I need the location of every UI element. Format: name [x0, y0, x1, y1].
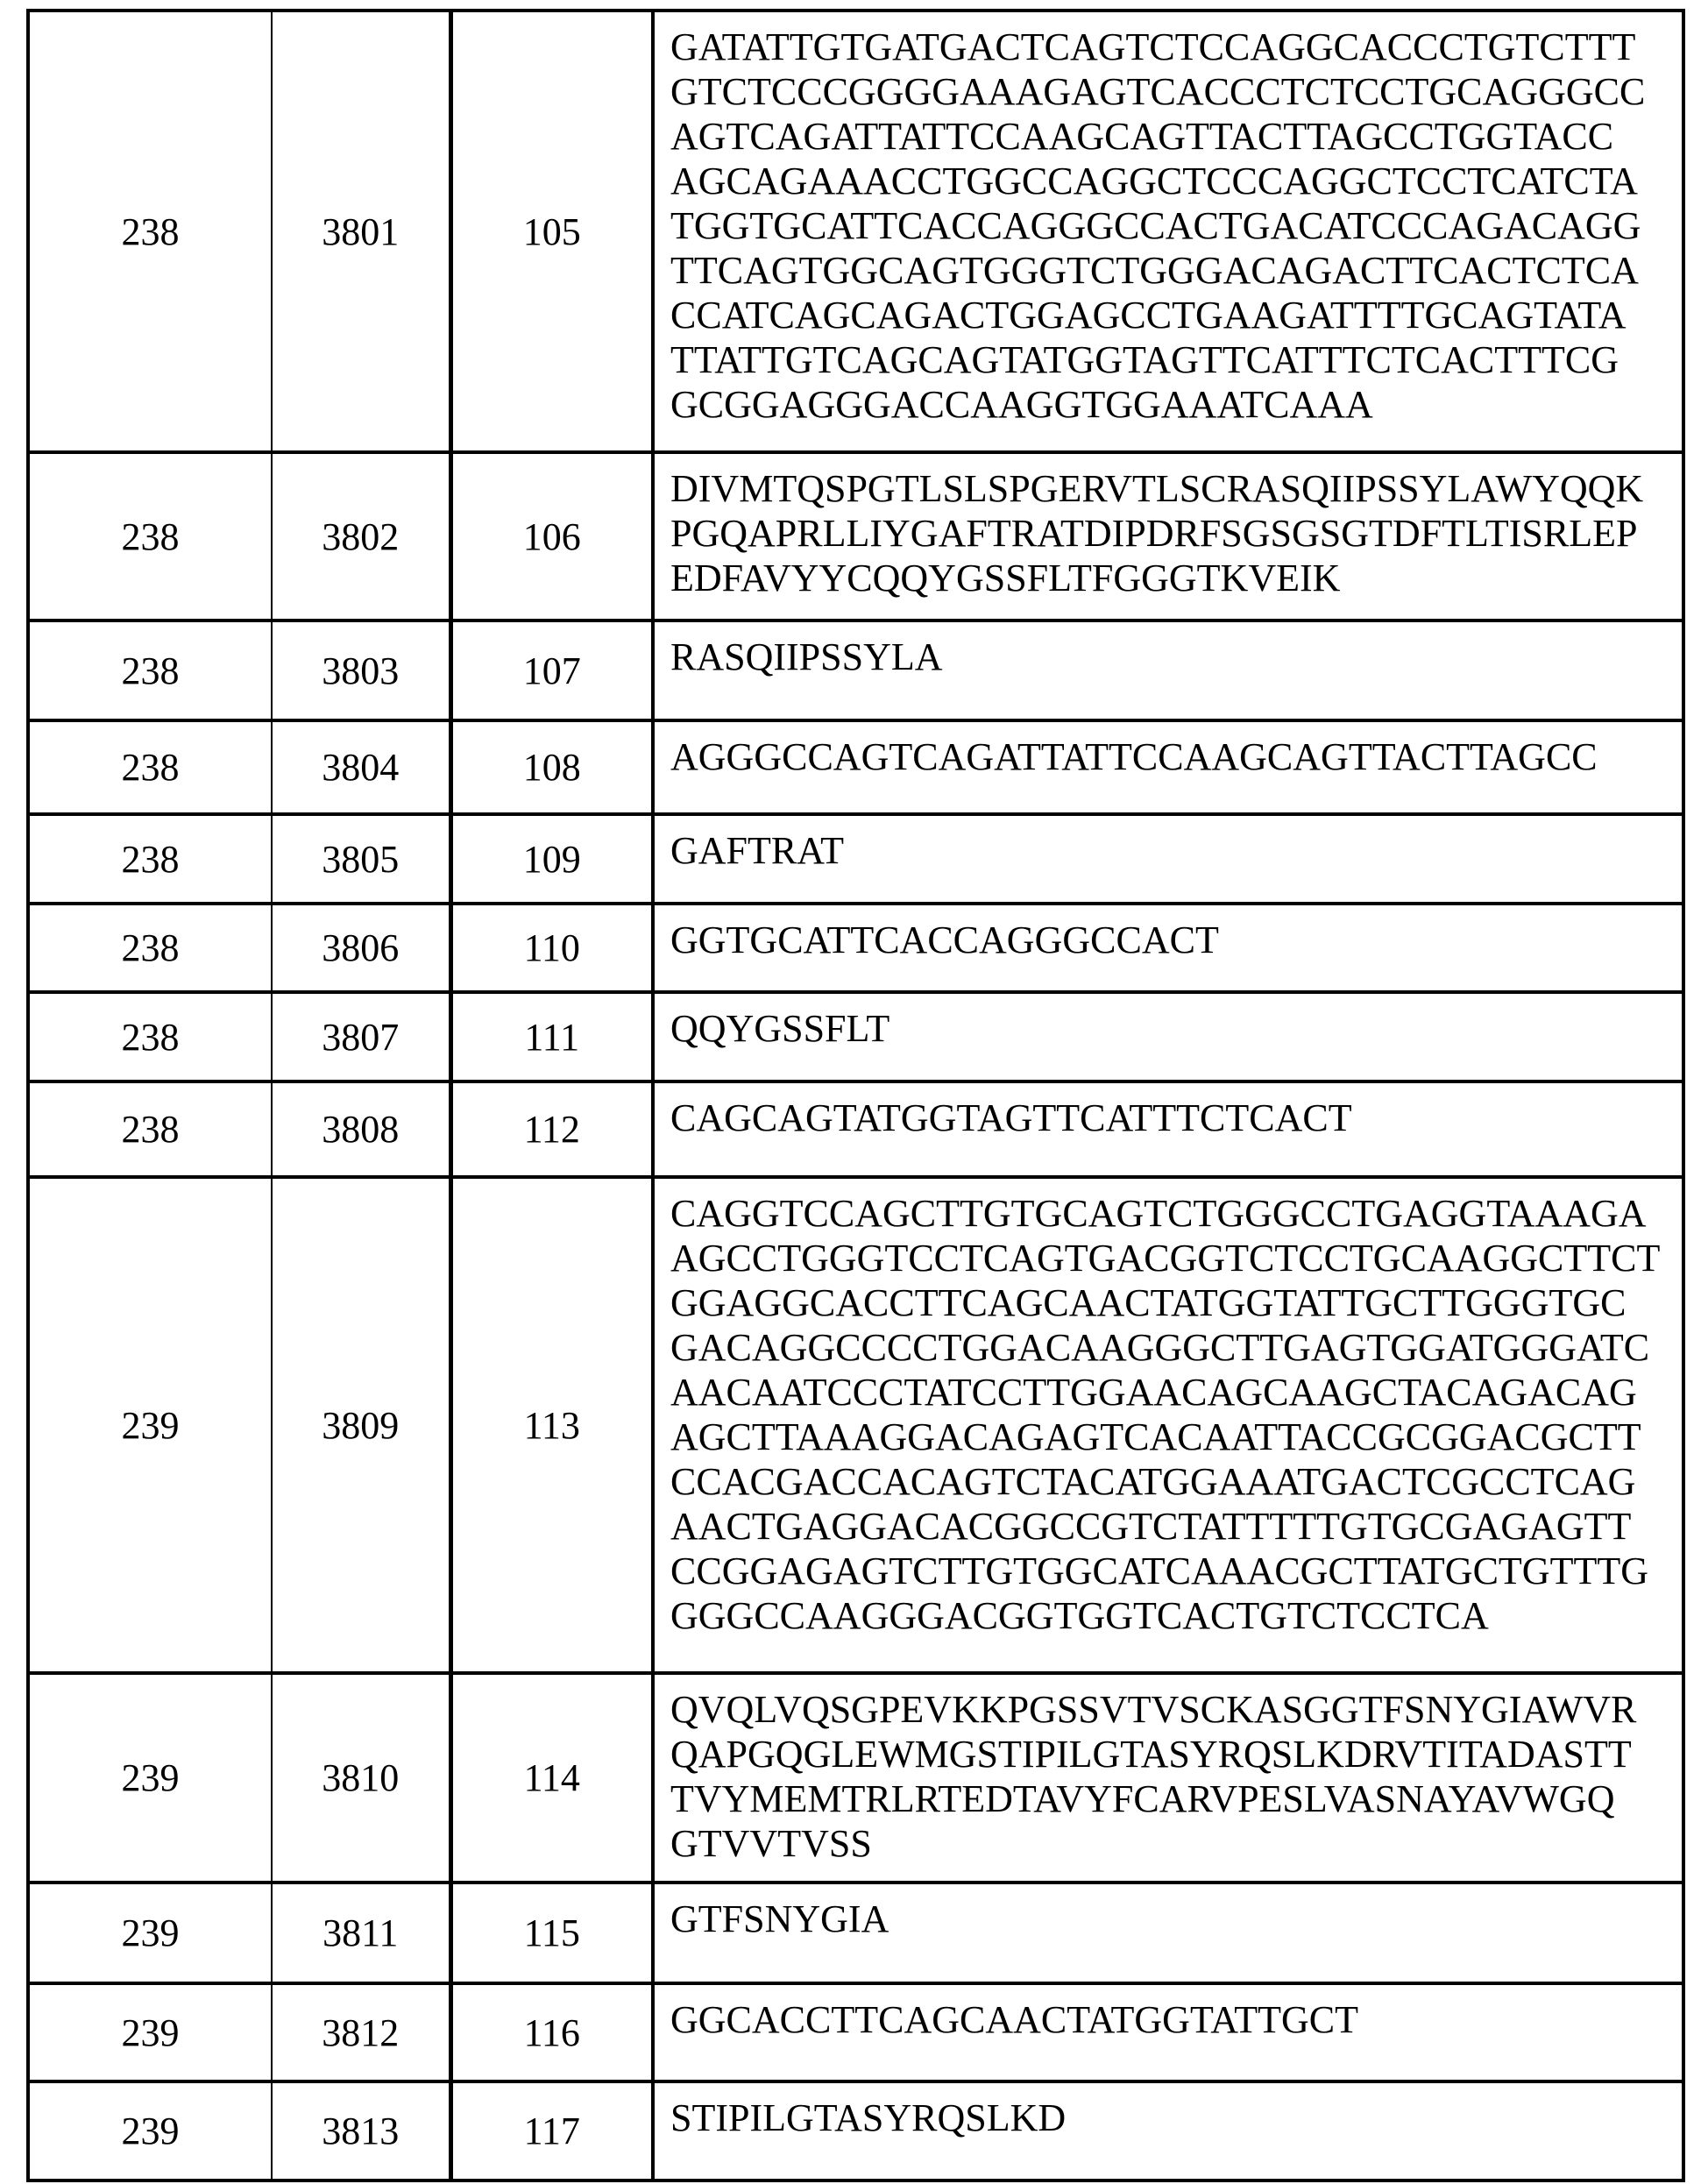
- table-row: [28, 1081, 1683, 1177]
- entry-number-cell: 3808: [272, 1081, 450, 1177]
- sequence-line: STIPILGTASYRQSLKD: [670, 2096, 1067, 2139]
- entry-number-cell: 3807: [272, 992, 450, 1081]
- sequence-line: TTATTGTCAGCAGTATGGTAGTTCATTTCTCACTTTCG: [670, 338, 1619, 381]
- sequence-cell: [653, 11, 1683, 452]
- page-number-cell: 238: [28, 620, 272, 720]
- sequence-line: AACAATCCCTATCCTTGGAACAGCAAGCTACAGACAG: [670, 1371, 1637, 1414]
- sequence-line: GACAGGCCCCTGGACAAGGGCTTGAGTGGATGGGATC: [670, 1326, 1650, 1369]
- sequence-cell: [653, 2081, 1683, 2180]
- seq-id-no-cell: 108: [450, 720, 653, 814]
- entry-number-cell: 3810: [272, 1673, 450, 1883]
- sequence-line: GGAGGCACCTTCAGCAACTATGGTATTGCTTGGGTGC: [670, 1281, 1626, 1324]
- seq-id-no-cell: 107: [450, 620, 653, 720]
- entry-number-cell: 3806: [272, 904, 450, 992]
- page-number-cell: 239: [28, 1177, 272, 1673]
- sequence-line: DIVMTQSPGTLSLSPGERVTLSCRASQIIPSSYLAWYQQK: [670, 467, 1644, 510]
- page-number-cell: 238: [28, 1081, 272, 1177]
- entry-number-cell: 3811: [272, 1883, 450, 1983]
- seq-id-no-cell: 109: [450, 814, 653, 904]
- sequence-cell: [653, 620, 1683, 720]
- page-number-cell: 238: [28, 720, 272, 814]
- table-row: [28, 720, 1683, 814]
- entry-number-cell: 3802: [272, 452, 450, 620]
- page-number-cell: 238: [28, 992, 272, 1081]
- table-row: [28, 1983, 1683, 2081]
- entry-number-cell: 3809: [272, 1177, 450, 1673]
- seq-id-no-cell: 116: [450, 1983, 653, 2081]
- table-row: [28, 1177, 1683, 1673]
- sequence-line: GGGCCAAGGGACGGTGGTCACTGTCTCCTCA: [670, 1594, 1489, 1637]
- sequence-line: QAPGQGLEWMGSTIPILGTASYRQSLKDRVTITADASTT: [670, 1733, 1632, 1776]
- sequence-line: GTCTCCCGGGGAAAGAGTCACCCTCTCCTGCAGGGCC: [670, 70, 1646, 113]
- table-row: [28, 11, 1683, 452]
- page-number-cell: 238: [28, 11, 272, 452]
- sequence-line: CCATCAGCAGACTGGAGCCTGAAGATTTTGCAGTATA: [670, 294, 1626, 337]
- sequence-line: GTFSNYGIA: [670, 1897, 889, 1940]
- sequence-line: GGTGCATTCACCAGGGCCACT: [670, 918, 1219, 961]
- sequence-cell: [653, 904, 1683, 992]
- table-row: [28, 452, 1683, 620]
- sequence-line: AGCCTGGGTCCTCAGTGACGGTCTCCTGCAAGGCTTCT: [670, 1237, 1661, 1280]
- sequence-line: AGGGCCAGTCAGATTATTCCAAGCAGTTACTTAGCC: [670, 735, 1598, 778]
- table-row: [28, 1673, 1683, 1883]
- page-number-cell: 238: [28, 452, 272, 620]
- sequence-cell: [653, 452, 1683, 620]
- sequence-line: EDFAVYYCQQYGSSFLTFGGGTKVEIK: [670, 557, 1341, 599]
- seq-id-no-cell: 106: [450, 452, 653, 620]
- sequence-cell: [653, 1177, 1683, 1673]
- sequence-line: PGQAPRLLIYGAFTRATDIPDRFSGSGSGTDFTLTISRLEP: [670, 512, 1638, 555]
- sequence-line: GTVVTVSS: [670, 1822, 872, 1865]
- sequence-cell: [653, 1673, 1683, 1883]
- sequence-cell: [653, 814, 1683, 904]
- page-number-cell: 239: [28, 1983, 272, 2081]
- seq-id-no-cell: 117: [450, 2081, 653, 2180]
- entry-number-cell: 3805: [272, 814, 450, 904]
- sequence-line: GAFTRAT: [670, 829, 845, 872]
- seq-id-no-cell: 111: [450, 992, 653, 1081]
- sequence-line: AGCAGAAACCTGGCCAGGCTCCCAGGCTCCTCATCTA: [670, 160, 1638, 202]
- entry-number-cell: 3812: [272, 1983, 450, 2081]
- entry-number-cell: 3813: [272, 2081, 450, 2180]
- sequence-line: AGTCAGATTATTCCAAGCAGTTACTTAGCCTGGTACC: [670, 115, 1614, 158]
- table-row: [28, 814, 1683, 904]
- sequence-line: CCACGACCACAGTCTACATGGAAATGACTCGCCTCAG: [670, 1460, 1636, 1503]
- table-row: [28, 620, 1683, 720]
- sequence-line: CCGGAGAGTCTTGTGGCATCAAACGCTTATGCTGTTTG: [670, 1549, 1648, 1592]
- sequence-line: GCGGAGGGACCAAGGTGGAAATCAAA: [670, 383, 1373, 426]
- table-row: [28, 904, 1683, 992]
- sequence-cell: [653, 720, 1683, 814]
- table-row: [28, 992, 1683, 1081]
- page-number-cell: 239: [28, 1673, 272, 1883]
- seq-id-no-cell: 112: [450, 1081, 653, 1177]
- sequence-cell: [653, 1983, 1683, 2081]
- page-number-cell: 239: [28, 2081, 272, 2180]
- sequence-line: QVQLVQSGPEVKKPGSSVTVSCKASGGTFSNYGIAWVR: [670, 1688, 1637, 1731]
- sequence-line: CAGGTCCAGCTTGTGCAGTCTGGGCCTGAGGTAAAGA: [670, 1192, 1647, 1235]
- entry-number-cell: 3801: [272, 11, 450, 452]
- sequence-cell: [653, 992, 1683, 1081]
- entry-number-cell: 3803: [272, 620, 450, 720]
- sequence-cell: [653, 1883, 1683, 1983]
- page-number-cell: 239: [28, 1883, 272, 1983]
- seq-id-no-cell: 113: [450, 1177, 653, 1673]
- sequence-line: TVYMEMTRLRTEDTAVYFCARVPESLVASNAYAVWGQ: [670, 1777, 1615, 1820]
- seq-id-no-cell: 105: [450, 11, 653, 452]
- sequence-line: QQYGSSFLT: [670, 1007, 890, 1050]
- entry-number-cell: 3804: [272, 720, 450, 814]
- sequence-line: CAGCAGTATGGTAGTTCATTTCTCACT: [670, 1096, 1352, 1139]
- sequence-listing-table: [26, 9, 1685, 2182]
- sequence-line: TTCAGTGGCAGTGGGTCTGGGACAGACTTCACTCTCA: [670, 249, 1639, 292]
- sequence-line: GATATTGTGATGACTCAGTCTCCAGGCACCCTGTCTTT: [670, 25, 1636, 68]
- page-number-cell: 238: [28, 814, 272, 904]
- sequence-line: TGGTGCATTCACCAGGGCCACTGACATCCCAGACAGG: [670, 204, 1641, 247]
- seq-id-no-cell: 110: [450, 904, 653, 992]
- sequence-line: AACTGAGGACACGGCCGTCTATTTTTGTGCGAGAGTT: [670, 1505, 1632, 1548]
- sequence-line: RASQIIPSSYLA: [670, 635, 943, 678]
- sequence-cell: [653, 1081, 1683, 1177]
- seq-id-no-cell: 114: [450, 1673, 653, 1883]
- table-row: [28, 2081, 1683, 2180]
- sequence-table-body: [28, 11, 1683, 2180]
- sequence-line: AGCTTAAAGGACAGAGTCACAATTACCGCGGACGCTT: [670, 1415, 1641, 1458]
- seq-id-no-cell: 115: [450, 1883, 653, 1983]
- sequence-line: GGCACCTTCAGCAACTATGGTATTGCT: [670, 1998, 1358, 2041]
- table-row: [28, 1883, 1683, 1983]
- page-number-cell: 238: [28, 904, 272, 992]
